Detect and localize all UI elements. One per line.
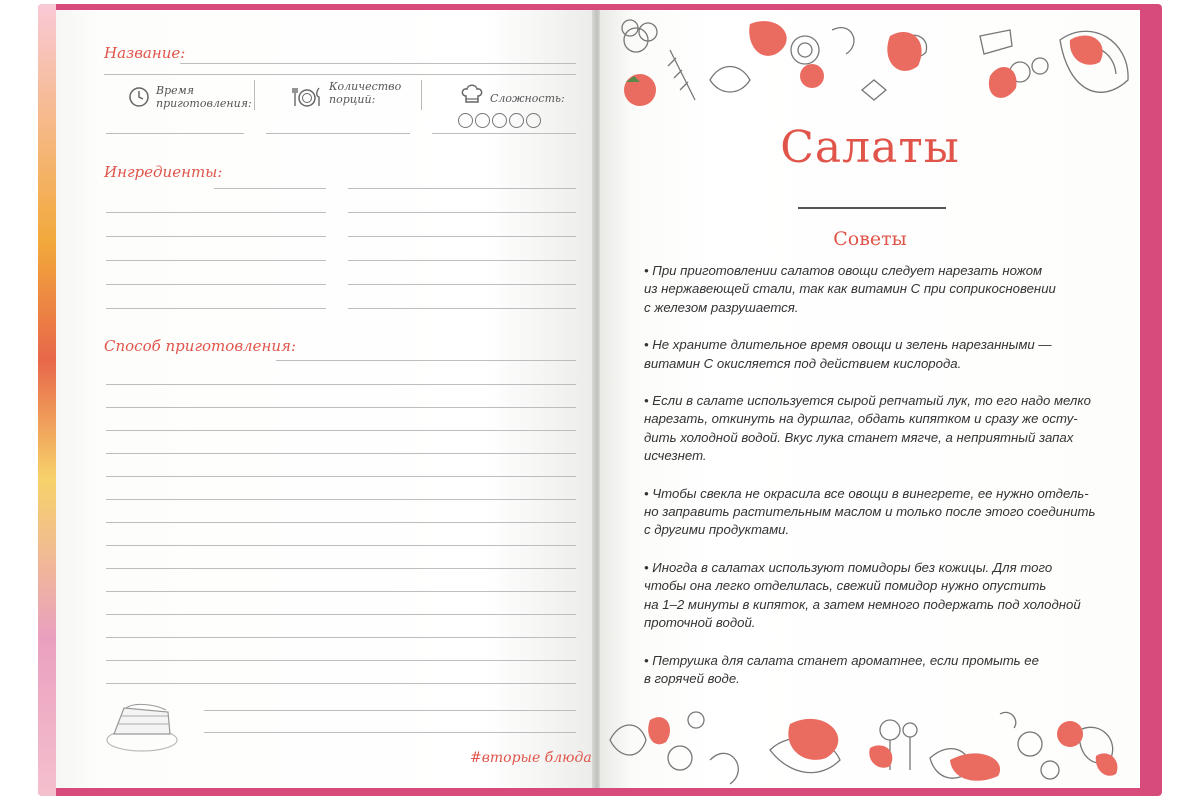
writing-line[interactable] (348, 284, 576, 285)
separator (421, 80, 422, 110)
writing-line[interactable] (106, 236, 326, 237)
difficulty-circle-2[interactable] (475, 113, 490, 128)
writing-line[interactable] (214, 188, 326, 189)
difficulty-circle-5[interactable] (526, 113, 541, 128)
writing-line[interactable] (106, 660, 576, 661)
writing-line[interactable] (106, 522, 576, 523)
writing-line[interactable] (106, 476, 576, 477)
writing-line[interactable] (106, 284, 326, 285)
writing-line[interactable] (348, 212, 576, 213)
writing-line[interactable] (106, 683, 576, 684)
portions-label: Количество порций: (329, 80, 402, 106)
writing-line[interactable] (106, 614, 576, 615)
writing-line[interactable] (106, 637, 576, 638)
difficulty-circle-4[interactable] (509, 113, 524, 128)
vegetables-border-bottom-icon (600, 700, 1140, 788)
writing-line[interactable] (106, 407, 576, 408)
writing-line[interactable] (106, 430, 576, 431)
vegetables-border-top-icon (600, 10, 1140, 120)
writing-line[interactable] (106, 308, 326, 309)
ingredients-label: Ингредиенты: (104, 163, 223, 181)
portions-field-line[interactable] (266, 133, 410, 134)
lasagna-sketch-icon (104, 694, 182, 756)
name-label: Название: (104, 44, 186, 62)
tips-subtitle: Советы (833, 228, 907, 250)
tip-item: • Если в салате используется сырой репчатый лук, то его надо мелко нарезать, откинуть на дуршлаг, обдать кипятком и сразу же осту- дить холодной водой. Вкус лука станет мягче, а неприятный запах исчезнет. (644, 393, 1091, 464)
cover-edge (38, 4, 56, 796)
extra-line[interactable] (204, 732, 576, 733)
tip-item: • При приготовлении салатов овощи следует нарезать ножом из нержавеющей стали, так как витамин С при соприкосновении с железом разрушается. (644, 263, 1056, 315)
method-label: Способ приготовления: (104, 337, 296, 355)
tip-item: • Иногда в салатах используют помидоры без кожицы. Для того чтобы она легко отделилась, свежий помидор нужно опустить на 1–2 минуты в кипяток, а затем немного подержать под холодной проточной водой. (644, 559, 1081, 631)
writing-line[interactable] (106, 591, 576, 592)
name-line-2 (104, 74, 576, 75)
tip-item: • Чтобы свекла не окрасила все овощи в винегрете, ее нужно отдель- но заправить растительным маслом и только после этого соединить с другими продуктами. (644, 485, 1096, 538)
writing-line[interactable] (106, 499, 576, 500)
extra-line[interactable] (204, 710, 576, 711)
writing-line[interactable] (348, 260, 576, 261)
page-title: Салаты (780, 122, 960, 173)
tips-list (644, 262, 1104, 707)
difficulty-circle-1[interactable] (458, 113, 473, 128)
writing-line[interactable] (106, 260, 326, 261)
difficulty-label: Сложность: (490, 92, 565, 105)
left-page (56, 10, 594, 788)
tip-item: • Петрушка для салата станет ароматнее, если промыть ее в горячей воде. (644, 652, 1039, 686)
section-hashtag: #вторые блюда (470, 750, 592, 766)
writing-line[interactable] (106, 545, 576, 546)
writing-line[interactable] (348, 188, 576, 189)
right-page (600, 10, 1140, 788)
chef-hat-icon (460, 82, 484, 106)
tip-item: • Не храните длительное время овощи и зелень нарезанными — витамин С окисляется под действием кислорода. (644, 337, 1052, 371)
title-underline (798, 207, 946, 209)
time-field-line[interactable] (106, 133, 244, 134)
writing-line[interactable] (106, 212, 326, 213)
writing-line[interactable] (276, 360, 576, 361)
name-line (180, 63, 576, 64)
time-label: Время приготовления: (156, 84, 252, 110)
clock-icon (128, 86, 150, 108)
writing-line[interactable] (106, 384, 576, 385)
difficulty-circle-3[interactable] (492, 113, 507, 128)
writing-line[interactable] (106, 453, 576, 454)
writing-line[interactable] (348, 308, 576, 309)
writing-line[interactable] (348, 236, 576, 237)
writing-line[interactable] (106, 568, 576, 569)
separator (254, 80, 255, 110)
difficulty-field-line (432, 133, 576, 134)
plate-icon (292, 84, 322, 110)
